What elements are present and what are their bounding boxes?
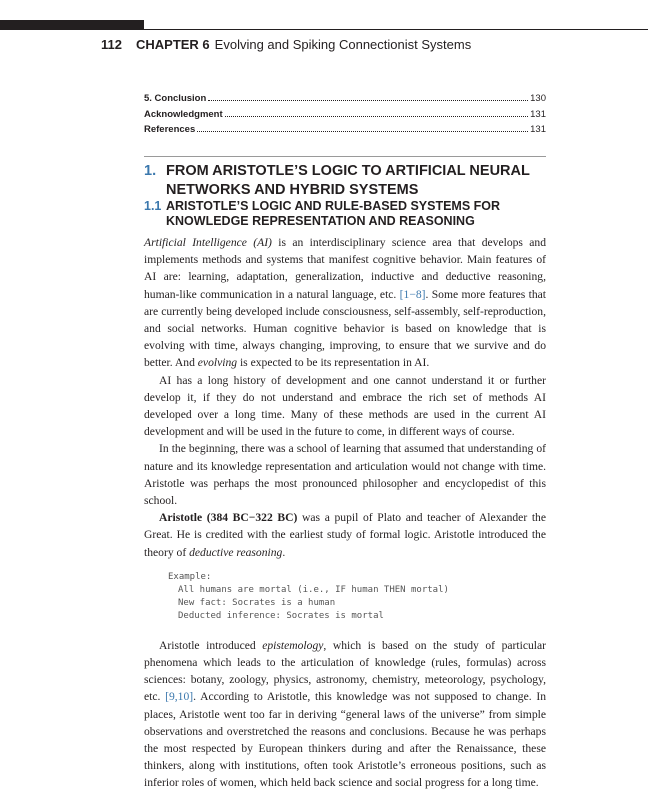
toc-row[interactable] [144, 124, 546, 140]
emphasis: evolving [197, 356, 238, 370]
paragraph: AI has a long history of development and one cannot understand it or further develop it, if they do not understand and embrace the rich set of methods AI developed over a long time. Many of these methods are used in the current AI development and will be used in the future to come, in different ways of course. [144, 373, 546, 439]
toc-entry-page: 131 [530, 108, 546, 120]
citation-link[interactable]: [9,10] [165, 690, 194, 704]
toc-entry-label: 5. Conclusion [144, 93, 207, 104]
paragraph-text: Aristotle introduced [159, 638, 263, 652]
example-label: Example: [168, 571, 212, 582]
paragraph-text: is an interdisciplinary science area that develops and implements methods and systems that manifest cognitive behavior. Main features of AI are: learning, adaptation, generalization, inductive and deductive reasoning, human-like communication in a natural language, etc. [144, 236, 547, 301]
section-number: 1. [144, 163, 157, 179]
code-example [168, 571, 546, 623]
bold-term: Aristotle (384 BC−322 BC) [159, 511, 298, 525]
paragraph-text: , which is based on the study of particular phenomena which leads to the articulation of knowledge (rules, formulas) across sciences: botany, zoology, physics, astronomy, chemistry, meteorology, psychology, etc. [144, 638, 546, 704]
chapter-label: CHAPTER 6 [135, 37, 210, 52]
toc-leader [197, 131, 528, 132]
section-title-line-2: NETWORKS AND HYBRID SYSTEMS [166, 182, 419, 198]
page-number: 112 [101, 37, 122, 52]
toc-leader [208, 100, 528, 101]
body-text [144, 234, 546, 792]
paragraph [144, 234, 546, 372]
paragraph: In the beginning, there was a school of learning that assumed that understanding of nature and its knowledge representation and articulation would not change with time. Aristotle was perhaps the most pronounced philosopher and encyclopedist of this school. [144, 442, 546, 508]
header-rule [144, 29, 648, 30]
citation-link[interactable]: [1−8] [399, 287, 426, 301]
paragraph-text: . [282, 545, 286, 559]
table-of-contents [144, 93, 546, 140]
subsection-heading [144, 199, 546, 229]
subsection-title-line-2: KNOWLEDGE REPRESENTATION AND REASONING [166, 214, 475, 228]
section-heading [144, 162, 546, 200]
paragraph-text: . Some more features that are currently being developed include consciousness, self-assembly, self-reproduction, and social networks. Human cognitive behavior is based on knowledge that is evolving with time, always changing, improving, to ensure that we survive and do better. And [144, 287, 546, 370]
example-line: All humans are mortal (i.e., IF human THEN mortal) [178, 584, 449, 595]
toc-entry-page: 130 [530, 93, 546, 104]
toc-entry-label: References [144, 124, 196, 135]
running-header [101, 37, 471, 52]
toc-leader [225, 116, 528, 117]
section-divider [144, 156, 546, 157]
toc-row[interactable] [144, 93, 546, 109]
example-line: Deducted inference: Socrates is mortal [178, 610, 384, 621]
toc-row[interactable] [144, 109, 546, 125]
toc-entry-label: Acknowledgment [144, 108, 223, 120]
subsection-title-line-1: ARISTOTLE’S LOGIC AND RULE-BASED SYSTEMS FOR [166, 199, 501, 213]
chapter-title: Evolving and Spiking Connectionist Systems [214, 37, 472, 52]
paragraph [144, 637, 546, 792]
ai-term: Artificial Intelligence (AI) [144, 236, 272, 249]
emphasis: deductive reasoning [189, 545, 283, 559]
paragraph [144, 509, 546, 561]
toc-entry-page: 131 [530, 124, 546, 135]
paragraph-text: was a pupil of Plato and teacher of Alexander the Great. He is credited with the earliest study of formal logic. Aristotle introduced the theory of [144, 511, 546, 559]
paragraph-text: . According to Aristotle, this knowledge was not supposed to change. In places, Aristotle went too far in deriving “general laws of the universe” from simple observations and overstretched the reasons and conclusions. Because he was perhaps the most respected by European thinkers during and after the Renaissance, these thinkers, along with institutions, often took Aristotle’s erroneous positions, such as inferior roles of women, which held back science and social progress for a long time. [144, 690, 546, 790]
section-title-line-1: FROM ARISTOTLE’S LOGIC TO ARTIFICIAL NEURAL [166, 163, 530, 179]
emphasis: epistemology [262, 638, 324, 652]
subsection-number: 1.1 [144, 199, 162, 213]
paragraph-text: is expected to be its representation in AI. [237, 356, 430, 370]
example-line: New fact: Socrates is a human [178, 597, 336, 608]
header-bar [0, 20, 144, 30]
